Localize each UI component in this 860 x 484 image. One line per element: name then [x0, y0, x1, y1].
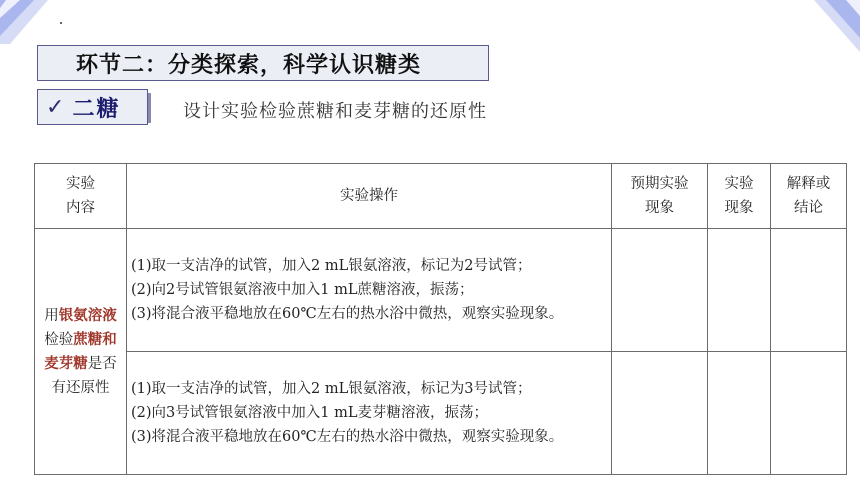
- table-row: [35, 352, 847, 475]
- phenomenon-cell: [708, 229, 771, 352]
- expected-cell: [612, 352, 708, 475]
- section-title: 环节二：分类探索，科学认识糖类: [76, 52, 422, 78]
- conclusion-cell: [771, 352, 847, 475]
- header-content: 实验 内容: [35, 164, 127, 229]
- section-title-box: [37, 45, 489, 81]
- dot-mark: [60, 22, 62, 24]
- content-cell: 用银氨溶液检验蔗糖和麦芽糖是否有还原性: [35, 229, 127, 475]
- conclusion-cell: [771, 229, 847, 352]
- subtitle: 设计实验检验蔗糖和麦芽糖的还原性: [183, 101, 487, 122]
- experiment-table: [34, 163, 847, 475]
- table-row: [35, 229, 847, 352]
- operation-cell: (1)取一支洁净的试管，加入2 mL银氨溶液，标记为2号试管； (2)向2号试管银氨溶液中加入1 mL蔗糖溶液，振荡； (3)将混合液平稳地放在60℃左右的热水浴中微热，观察实验现象。: [127, 229, 612, 352]
- corner-decoration-right: [806, 0, 860, 52]
- header-phenomenon: 实验 现象: [708, 164, 771, 229]
- corner-decoration-left: [0, 0, 48, 44]
- header-expected: 预期实验 现象: [612, 164, 708, 229]
- table-header-row: [35, 164, 847, 229]
- operation-cell: (1)取一支洁净的试管，加入2 mL银氨溶液，标记为3号试管； (2)向3号试管银氨溶液中加入1 mL麦芽糖溶液，振荡； (3)将混合液平稳地放在60℃左右的热水浴中微热，观察实验现象。: [127, 352, 612, 475]
- header-conclusion: 解释或 结论: [771, 164, 847, 229]
- tag-label: 二糖: [72, 96, 121, 122]
- header-operation: 实验操作: [127, 164, 612, 229]
- expected-cell: [612, 229, 708, 352]
- phenomenon-cell: [708, 352, 771, 475]
- checkmark-icon: ✓: [46, 94, 65, 120]
- tag-box: [37, 89, 148, 125]
